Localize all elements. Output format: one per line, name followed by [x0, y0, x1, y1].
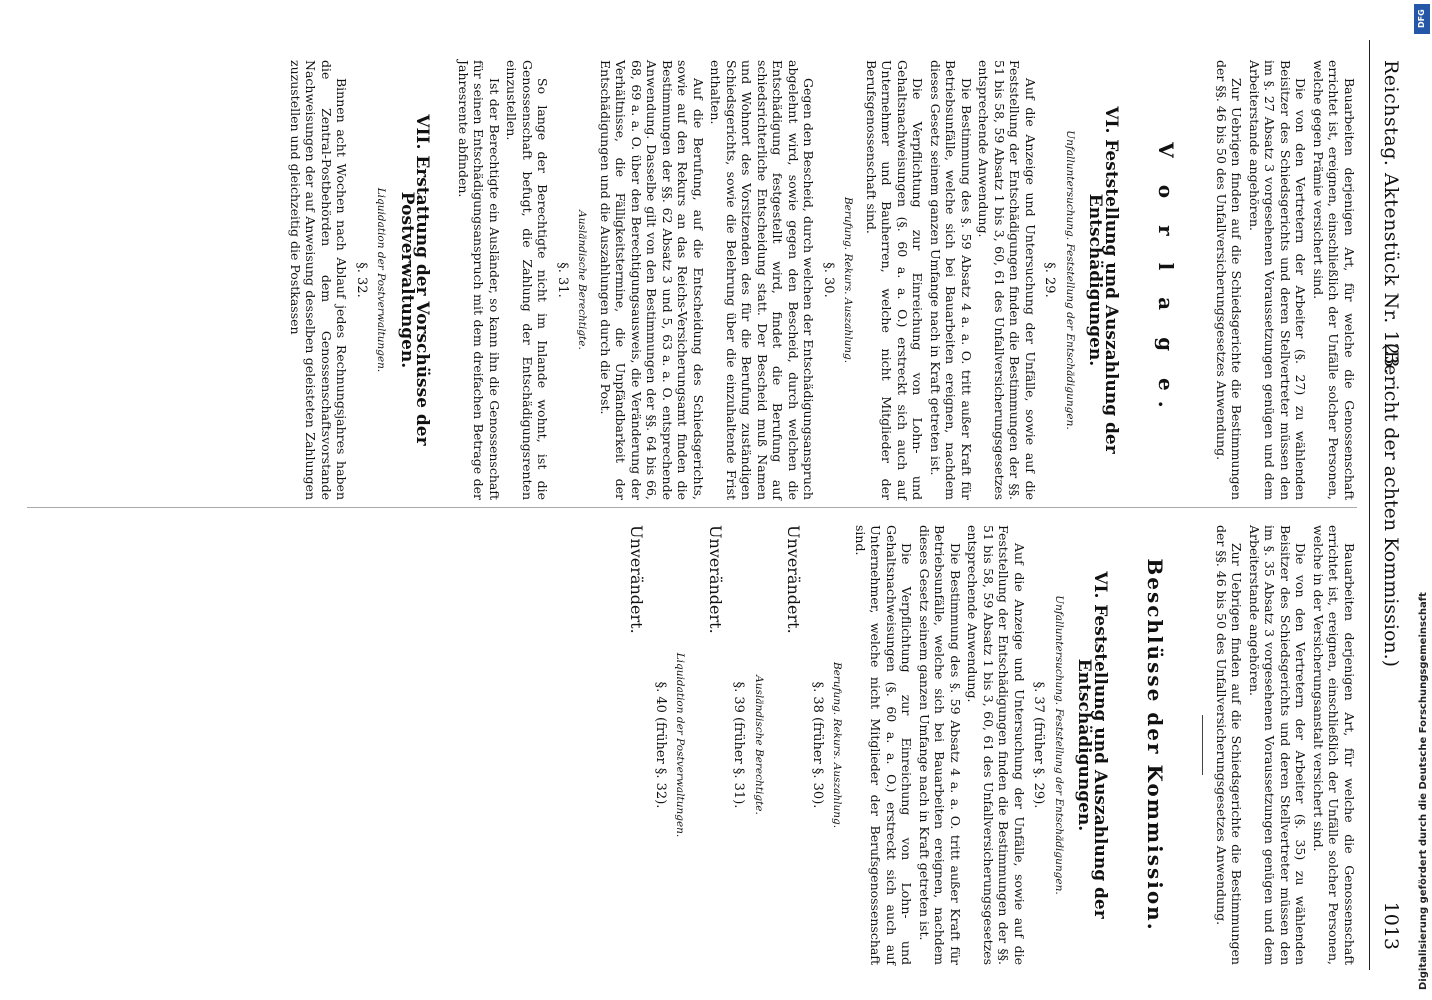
left-p29b: Die Bestimmung des §. 59 Absatz 4 a. a. O. tritt außer Kraft für Betriebsunfälle, welche sich bei Bauarbeiten ereignen, nachdem dieses Gesetz seinem ganzen Umfange nach in Kraft getreten ist.: [928, 60, 974, 500]
right-p37a: Auf die Anzeige und Untersuchung der Unfälle, sowie auf die Feststellung der Entschädigungen finden die Bestimmungen der §§. 51 bis 58, 59 Absatz 1 bis 3, 60, 61 des Unfallversicherungsgesetzes entsprechende Anwendung.: [965, 525, 1027, 965]
left-paragraph-32: §. 32.: [354, 262, 369, 298]
dfg-logo: DFG: [1414, 4, 1430, 34]
right-unchanged-2: Unverändert.: [706, 525, 725, 634]
left-subheading-2: Berufung. Rekurs. Auszahlung.: [842, 196, 855, 364]
left-intro-p3: Zur Uebrigen finden auf die Schiedsgerichte die Bestimmungen der §§. 46 bis 50 des Unfallversicherungsgesetzes Anwendung.: [1214, 60, 1245, 500]
right-intro-p2: Die von den Vertretern der Arbeiter (§. 35) zu wählenden Beisitzer des Schiedsgerichts und deren Stellvertreter müssen den im §. 35 Absatz 3 vorgesehenen Voraussetzungen genügen und dem Arbeiterstande angehören.: [1247, 525, 1309, 965]
left-section-vii-title: VII. Erstattung der Vorschüsse der Postverwaltungen.: [397, 114, 433, 446]
right-unchanged-1: Unverändert.: [784, 525, 804, 634]
column-divider: [27, 507, 1357, 508]
right-unchanged-3: Unverändert.: [627, 525, 647, 634]
right-intro-p3: Zur Uebrigen finden auf die Schiedsgerichte die Bestimmungen der §§. 46 bis 50 des Unfallversicherungsgesetzes Anwendung.: [1214, 525, 1245, 965]
left-subheading-1: Unfalluntersuchung. Feststellung der Entschädigungen.: [1064, 130, 1076, 430]
left-p29a: Auf die Anzeige und Untersuchung der Unfälle, sowie auf die Feststellung der Entschädigungen finden die Bestimmungen der §§. 51 bis 58, 59 Absatz 1 bis 3, 60, 61 des Unfallversicherungsgesetzes entsprechende Anwendung.: [976, 60, 1038, 500]
left-paragraph-30: §. 30.: [821, 262, 836, 298]
left-p30b: Auf die Berufung, auf die Entscheidung des Schiedsgerichts, sowie auf den Rekurs an das Reichs-Versicherungsamt finden die Bestimmungen der §§. 62 Absatz 3 und 5, 63 a. a. O. entsprechende Anwendung. Dasselbe gilt von den Bestimmungen der §§. 64 bis 66, 68, 69 a. a. O. über den Berechtigungsausweis, die Veränderung der Verhältnisse, die Fälligkeitstermine, die Unpfändbarkeit der Entschädigungen und die Auszahlungen durch die Post.: [598, 60, 706, 500]
right-p37c: Die Verpflichtung zur Einreichung von Lohn- und Gehaltsnachweisungen (§. 60 a. a. O.) erstreckt sich auch auf Unternehmer, welche nicht Mitglieder der Berufsgenossenschaft sind.: [853, 525, 915, 965]
right-subheading-3: Ausländische Berechtigte.: [753, 675, 765, 815]
left-section-vi-title: VI. Feststellung und Auszahlung der Entschädigungen.: [1085, 106, 1121, 454]
right-title: Beschlüsse der Kommission.: [1143, 558, 1168, 932]
left-p32: Binnen acht Wochen nach Ablauf jedes Rechnungsjahres haben die Zentral-Postbehörden dem Genossenschaftsvorstande Nachweisungen der auf Anweisung desselben geleisteten Zahlungen zuzustellen und gleichzeitig die Postkassen: [288, 60, 350, 500]
right-intro: Bauarbeiten derjenigen Art, für welche die Genossenschaft errichtet ist, ereignen, einschließlich der Unfälle solcher Personen, welche in der Versicherungsanstalt versichert sind.: [1311, 525, 1357, 965]
left-p29c: Die Verpflichtung zur Einreichung von Lohn- und Gehaltsnachweisungen (§. 60 a. a. O.) erstreckt sich auch auf Unternehmer und Bauherren, welche nicht Mitglieder der Berufsgenossenschaft sind.: [864, 60, 926, 500]
page-header: [1369, 40, 1410, 970]
right-p37b: Die Bestimmung des §. 59 Absatz 4 a. a. O. tritt außer Kraft für Betriebsunfälle, welche sich bei Bauarbeiten ereignen, nachdem dieses Gesetz seinem ganzen Umfange nach in Kraft getreten ist.: [917, 525, 963, 965]
left-intro-p2: Die von den Vertretern der Arbeiter (§. 27) zu wählenden Beisitzer des Schiedsgerichts und deren Stellvertreter müssen den im §. 27 Absatz 3 vorgesehenen Voraussetzungen genügen und dem Arbeiterstande angehören.: [1247, 60, 1309, 500]
page-number: 1013: [1380, 901, 1402, 950]
left-p31b: Ist der Berechtigte ein Ausländer, so kann ihn die Genossenschaft für seinen Entschädigungsanspruch mit dem dreifachen Betrage der Jahresrente abfinden.: [456, 60, 502, 500]
header-left: Reichstag. Aktenstück Nr. 123.: [1380, 60, 1402, 375]
left-title: V o r l a g e.: [1154, 142, 1179, 418]
left-subheading-4: Liquidation der Postverwaltungen.: [375, 187, 388, 373]
right-paragraph-39: §. 39 (früher §. 31).: [731, 681, 747, 809]
right-subheading-2: Berufung. Rekurs. Auszahlung.: [831, 661, 844, 829]
right-column-beschluesse: [157, 525, 1357, 965]
left-p31a: So lange der Berechtigte nicht im Inlande wohnt, ist die Genossenschaft befugt, die Zahlung der Entschädigungsrenten einzustellen.: [504, 60, 551, 500]
left-p30a: Gegen den Bescheid, durch welchen der Entschädigungsanspruch abgelehnt wird, sowie gegen den Bescheid, durch welchen die Entschädigung festgestellt wird, findet die Berufung auf schiedsrichterliche Entscheidung statt. Der Bescheid muß Namen und Wohnort des Vorsitzenden des für die Berufung zuständigen Schiedsgerichts, sowie die Belehrung über die einzuhaltende Frist enthalten.: [708, 60, 817, 500]
left-paragraph-29: §. 29.: [1042, 262, 1058, 298]
right-section-vi-title: VI. Feststellung und Auszahlung der Entschädigungen.: [1074, 571, 1110, 919]
right-subheading-4: Liquidation der Postverwaltungen.: [674, 652, 687, 838]
right-paragraph-38: §. 38 (früher §. 30).: [810, 681, 825, 809]
left-subheading-3: Ausländische Berechtigte.: [576, 210, 589, 350]
right-paragraph-40: §. 40 (früher §. 32).: [653, 681, 668, 809]
left-column-vorlage: [37, 60, 1357, 500]
digitization-stamp: Digitalisierung gefördert durch die Deutsche Forschungsgemeinschaft: [1418, 592, 1429, 990]
short-rule: [1203, 715, 1204, 775]
left-intro: Bauarbeiten derjenigen Art, für welche die Genossenschaft errichtet ist, ereignen, einschließlich der Unfälle solcher Personen, welche gegen Prämie versichert sind.: [1311, 60, 1357, 500]
header-middle: (Bericht der achten Kommission.): [1380, 342, 1402, 668]
right-paragraph-37: §. 37 (früher §. 29).: [1031, 681, 1047, 809]
left-paragraph-31: §. 31.: [555, 262, 570, 298]
right-subheading-1: Unfalluntersuchung. Feststellung der Entschädigungen.: [1053, 595, 1065, 895]
